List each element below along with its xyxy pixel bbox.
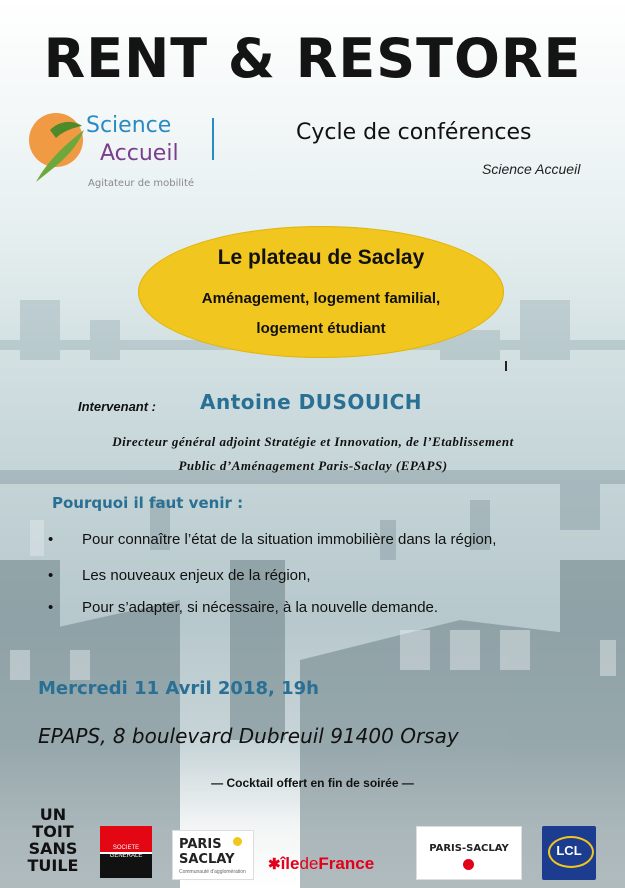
ile-de-france-logo: ✱îledeFrance bbox=[268, 854, 375, 873]
reason-item-1 bbox=[48, 531, 496, 548]
reason-item-3 bbox=[48, 599, 438, 616]
science-accueil-logo bbox=[26, 110, 226, 194]
star-icon: ✱ bbox=[268, 856, 281, 873]
poster-title: RENT & RESTORE bbox=[43, 27, 582, 90]
lcl-logo: LCL bbox=[542, 826, 596, 880]
speaker-name: Antoine DUSOUICH bbox=[200, 390, 422, 414]
event-date: Mercredi 11 Avril 2018, 19h bbox=[38, 678, 319, 699]
bullet-icon: • bbox=[48, 531, 54, 548]
bullet-icon: • bbox=[48, 567, 54, 584]
reason-text: Pour s’adapter, si nécessaire, à la nouvelle demande. bbox=[82, 599, 439, 616]
logo-word-accueil: Accueil bbox=[100, 141, 179, 166]
speaker-role-line2: Public d’Aménagement Paris-Saclay (EPAPS) bbox=[178, 458, 448, 473]
reason-item-2 bbox=[48, 567, 311, 584]
topic-title: Le plateau de Saclay bbox=[217, 246, 425, 269]
societe-generale-logo: SOCIETE GENERALE bbox=[100, 826, 152, 878]
topic-subtitle-line1: Aménagement, logement familial, bbox=[201, 290, 441, 307]
paris-saclay-agglo-logo: PARIS SACLAY Communauté d'agglomération bbox=[172, 830, 254, 880]
reason-text: Pour connaître l’état de la situation immobilière dans la région, bbox=[82, 531, 497, 548]
reason-text: Les nouveaux enjeux de la région, bbox=[82, 567, 311, 584]
small-mark bbox=[505, 361, 507, 371]
logo-word-science: Science bbox=[86, 113, 172, 138]
speaker-role-line1: Directeur général adjoint Stratégie et Innovation, de l’Etablissement bbox=[112, 434, 514, 449]
bullet-icon: • bbox=[48, 599, 54, 616]
speaker-label: Intervenant : bbox=[78, 399, 157, 414]
cocktail-note: — Cocktail offert en fin de soirée — bbox=[211, 776, 414, 790]
event-address: EPAPS, 8 boulevard Dubreuil 91400 Orsay bbox=[38, 724, 459, 748]
series-title: Cycle de conférences bbox=[296, 120, 532, 145]
topic-subtitle-line2: logement étudiant bbox=[256, 320, 386, 337]
paris-saclay-logo: PARIS-SACLAY bbox=[416, 826, 522, 880]
un-toit-sans-tuile-logo: UN TOIT SANS TUILE bbox=[27, 805, 79, 875]
reasons-heading: Pourquoi il faut venir : bbox=[52, 494, 244, 512]
logo-tagline: Agitateur de mobilité bbox=[88, 178, 195, 189]
series-organizer: Science Accueil bbox=[482, 161, 581, 177]
